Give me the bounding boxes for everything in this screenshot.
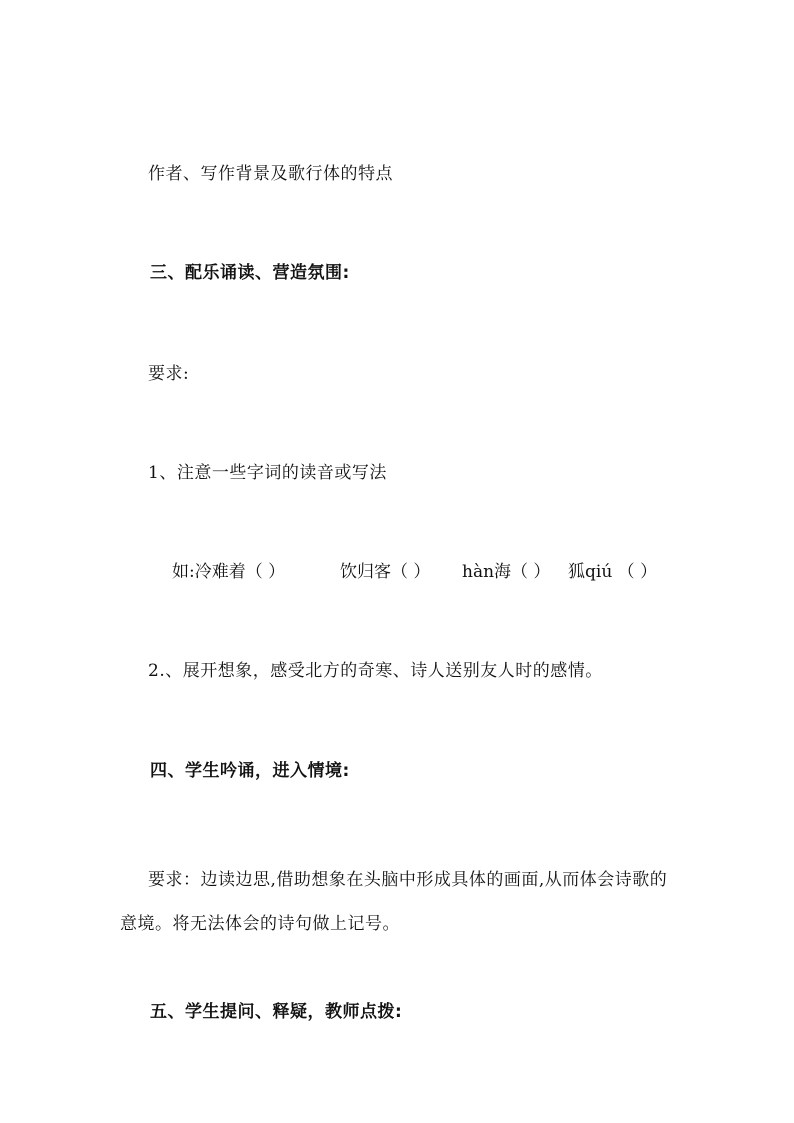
section-four-heading: 四、学生吟诵，进入情境: xyxy=(150,761,350,781)
example-item: 饮归客（ ） xyxy=(340,562,431,582)
item-two: 2.、展开想象，感受北方的奇寒、诗人送别友人时的感情。 xyxy=(148,661,603,681)
section-four-requirement: 要求：边读边思,借助想象在头脑中形成具体的画面,从而体会诗歌的意境。将无法体会的诗句做上记号。 xyxy=(120,870,668,934)
example-item: 如:冷难着（ ） xyxy=(172,562,286,582)
example-item: 狐qiú （ ） xyxy=(568,562,658,582)
section-three-heading: 三、配乐诵读、营造氛围: xyxy=(150,263,350,283)
example-item: hàn海（ ） xyxy=(462,562,551,582)
item-one: 1、注意一些字词的读音或写法 xyxy=(148,463,387,483)
requirement-label: 要求: xyxy=(148,364,190,384)
context-line: 作者、写作背景及歌行体的特点 xyxy=(148,164,393,184)
section-five-heading: 五、学生提问、释疑，教师点拨: xyxy=(150,1002,403,1022)
